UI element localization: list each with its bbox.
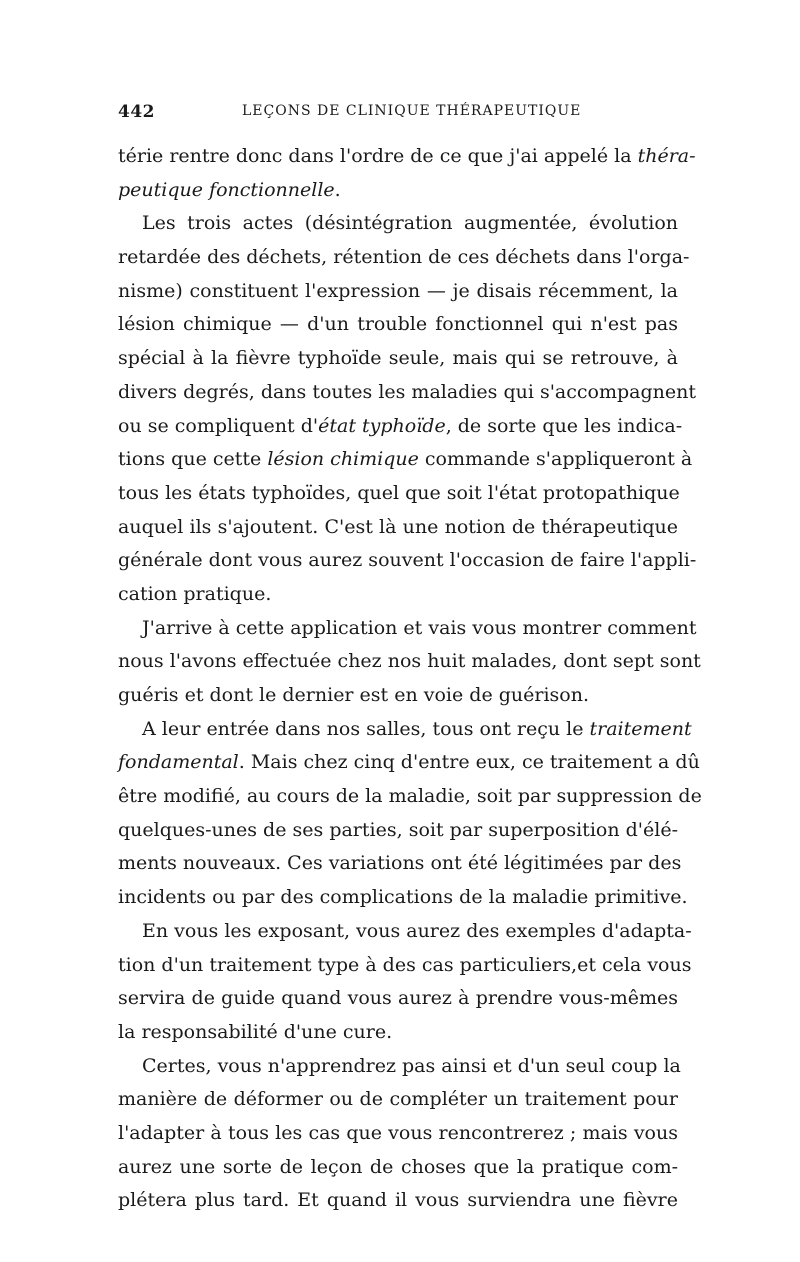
text-segment: ou se compliquent d' bbox=[118, 414, 319, 437]
text-segment: incidents ou par des complications de la maladie primitive. bbox=[118, 886, 688, 909]
italic-text: peutique fonctionnelle bbox=[118, 178, 335, 201]
text-line bbox=[118, 679, 678, 713]
text-line bbox=[118, 544, 697, 578]
text-line bbox=[118, 1151, 678, 1185]
text-line bbox=[118, 207, 678, 241]
text-line bbox=[118, 1050, 681, 1084]
text-line bbox=[118, 140, 696, 174]
text-line bbox=[118, 949, 692, 983]
text-segment: être modifié, au cours de la maladie, soit par suppression de bbox=[118, 785, 702, 808]
text-line bbox=[118, 511, 678, 545]
text-line bbox=[118, 578, 678, 612]
text-segment: térie rentre donc dans l'ordre de ce que j'ai appelé la bbox=[118, 145, 638, 167]
text-segment: guéris et dont le dernier est en voie de guérison. bbox=[118, 684, 589, 706]
text-segment: lésion chimique — d'un trouble fonctionnel qui n'est pas bbox=[118, 313, 678, 336]
running-title: LEÇONS DE CLINIQUE THÉRAPEUTIQUE bbox=[242, 103, 582, 119]
text-segment: . bbox=[334, 178, 341, 201]
italic-text: fondamental bbox=[118, 751, 239, 774]
text-line bbox=[118, 376, 697, 410]
text-segment: la responsabilité d'une cure. bbox=[118, 1020, 393, 1043]
text-line bbox=[118, 881, 688, 915]
text-segment: . Mais chez cinq d'entre eux, ce traitement a dû bbox=[238, 751, 700, 774]
text-line bbox=[118, 1184, 678, 1218]
text-segment: cation pratique. bbox=[118, 582, 272, 605]
italic-text: traitement bbox=[589, 717, 692, 740]
running-header bbox=[118, 102, 678, 130]
text-segment: aurez une sorte de leçon de choses que la pratique com- bbox=[118, 1155, 678, 1178]
body-text bbox=[118, 140, 702, 1218]
text-segment: Les trois actes (désintégration augmentée, évolution bbox=[142, 212, 678, 235]
text-line bbox=[118, 275, 678, 309]
text-line bbox=[118, 241, 690, 275]
text-line bbox=[118, 612, 697, 646]
text-segment: manière de déformer ou de compléter un traitement pour bbox=[118, 1088, 678, 1111]
text-segment: , de sorte que les indica- bbox=[445, 414, 683, 437]
text-segment: ments nouveaux. Ces variations ont été légitimées par des bbox=[118, 852, 682, 875]
text-line bbox=[118, 174, 678, 208]
text-line bbox=[118, 847, 682, 881]
page-number: 442 bbox=[118, 102, 155, 122]
text-segment: spécial à la fièvre typhoïde seule, mais qui se retrouve, à bbox=[118, 347, 678, 370]
text-line bbox=[118, 1117, 678, 1151]
text-segment: divers degrés, dans toutes les maladies qui s'accompagnent bbox=[118, 380, 697, 403]
text-line bbox=[118, 814, 678, 848]
text-segment: commande s'appliqueront à bbox=[418, 448, 693, 471]
text-line bbox=[118, 410, 683, 444]
text-line bbox=[118, 780, 702, 814]
text-segment: retardée des déchets, rétention de ces déchets dans l'orga- bbox=[118, 246, 690, 269]
text-segment: En vous les exposant, vous aurez des exemples d'adapta- bbox=[142, 919, 692, 942]
text-line bbox=[118, 746, 700, 780]
text-segment: l'adapter à tous les cas que vous rencontrerez ; mais vous bbox=[118, 1121, 678, 1144]
text-line bbox=[118, 477, 678, 511]
text-line bbox=[118, 915, 692, 949]
text-line bbox=[118, 443, 693, 477]
text-segment: nous l'avons effectuée chez nos huit malades, dont sept sont bbox=[118, 650, 701, 673]
italic-text: théra- bbox=[637, 145, 696, 167]
italic-text: état typhoïde bbox=[318, 414, 446, 437]
text-segment: A leur entrée dans nos salles, tous ont reçu le bbox=[142, 717, 590, 740]
text-segment: quelques-unes de ses parties, soit par superposition d'élé- bbox=[118, 818, 678, 841]
text-segment: générale dont vous aurez souvent l'occasion de faire l'appli- bbox=[118, 549, 697, 572]
text-segment: Certes, vous n'apprendrez pas ainsi et d'un seul coup la bbox=[142, 1054, 681, 1077]
text-segment: plétera plus tard. Et quand il vous surviendra une fièvre bbox=[118, 1189, 678, 1212]
text-line bbox=[118, 342, 678, 376]
text-segment: nisme) constituent l'expression — je disais récemment, la bbox=[118, 279, 678, 302]
text-line bbox=[118, 1016, 678, 1050]
text-line bbox=[118, 1083, 678, 1117]
text-line bbox=[118, 645, 701, 679]
text-segment: auquel ils s'ajoutent. C'est là une notion de thérapeutique bbox=[118, 515, 678, 538]
text-segment: tion d'un traitement type à des cas particuliers,et cela vous bbox=[118, 953, 692, 976]
text-segment: servira de guide quand vous aurez à prendre vous-mêmes bbox=[118, 987, 678, 1010]
text-segment: J'arrive à cette application et vais vous montrer comment bbox=[142, 616, 697, 639]
text-segment: tous les états typhoïdes, quel que soit l'état protopathique bbox=[118, 481, 680, 504]
text-line bbox=[118, 982, 678, 1016]
text-line bbox=[118, 713, 692, 747]
italic-text: lésion chimique bbox=[267, 448, 419, 471]
text-line bbox=[118, 308, 678, 342]
text-segment: tions que cette bbox=[118, 448, 268, 471]
